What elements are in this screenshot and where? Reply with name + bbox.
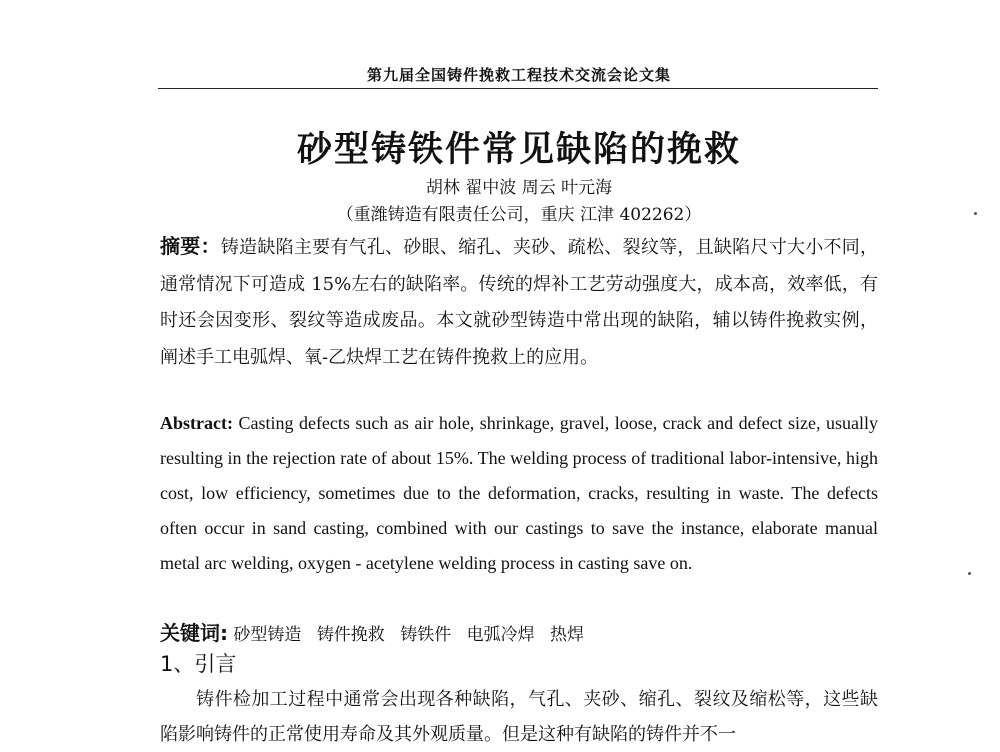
affiliation: （重潍铸造有限责任公司，重庆 江津 402262） [336,205,702,225]
authors: 胡林 翟中波 周云 叶元海 [425,178,613,198]
keywords [160,617,878,646]
keywords-label: 关键词: [160,621,228,645]
abstract-cn [160,228,878,376]
abstract-en-label: Abstract: [160,413,233,433]
keyword: 电弧冷焊 [466,625,535,645]
paper-title: 砂型铸铁件常见缺陷的挽救 [296,130,741,170]
abstract-cn-label: 摘要： [160,234,221,258]
keyword: 热焊 [550,625,585,645]
abstract-en [160,406,878,581]
scan-speck [968,572,971,575]
abstract-en-text: Casting defects such as air hole, shrinkage, gravel, loose, crack and defect size, usually resulting in the rejection rate of about 15%. The welding process of traditional labor-intensive, high cost, low efficiency, sometimes due to the deformation, cracks, resulting in waste. The defects often occur in sand casting, combined with our castings to save the instance, elaborate manual metal arc welding, oxygen - acetylene welding process in casting save on. [160,413,878,573]
keyword: 砂型铸造 [233,625,302,645]
abstract-cn-text: 铸造缺陷主要有气孔、砂眼、缩孔、夹砂、疏松、裂纹等，且缺陷尺寸大小不同，通常情况下可造成 15%左右的缺陷率。传统的焊补工艺劳动强度大，成本高，效率低，有时还会因变形、裂纹等造成废品。本文就砂型铸造中常出现的缺陷，辅以铸件挽救实例，阐述手工电弧焊、氧-乙炔焊工艺在铸件挽救上的应用。 [160,237,879,368]
keyword: 铸件挽救 [316,625,385,645]
intro-paragraph: 铸件检加工过程中通常会出现各种缺陷，气孔、夹砂、缩孔、裂纹及缩松等，这些缺陷影响铸件的正常使用寿命及其外观质量。但是这种有缺陷的铸件并不一 [160,689,878,745]
scan-speck [974,212,977,215]
running-header: 第九届全国铸件挽救工程技术交流会论文集 [366,66,671,84]
keyword: 铸铁件 [400,625,452,645]
section-heading: 1、引言 [160,652,237,676]
header-rule [158,88,878,89]
